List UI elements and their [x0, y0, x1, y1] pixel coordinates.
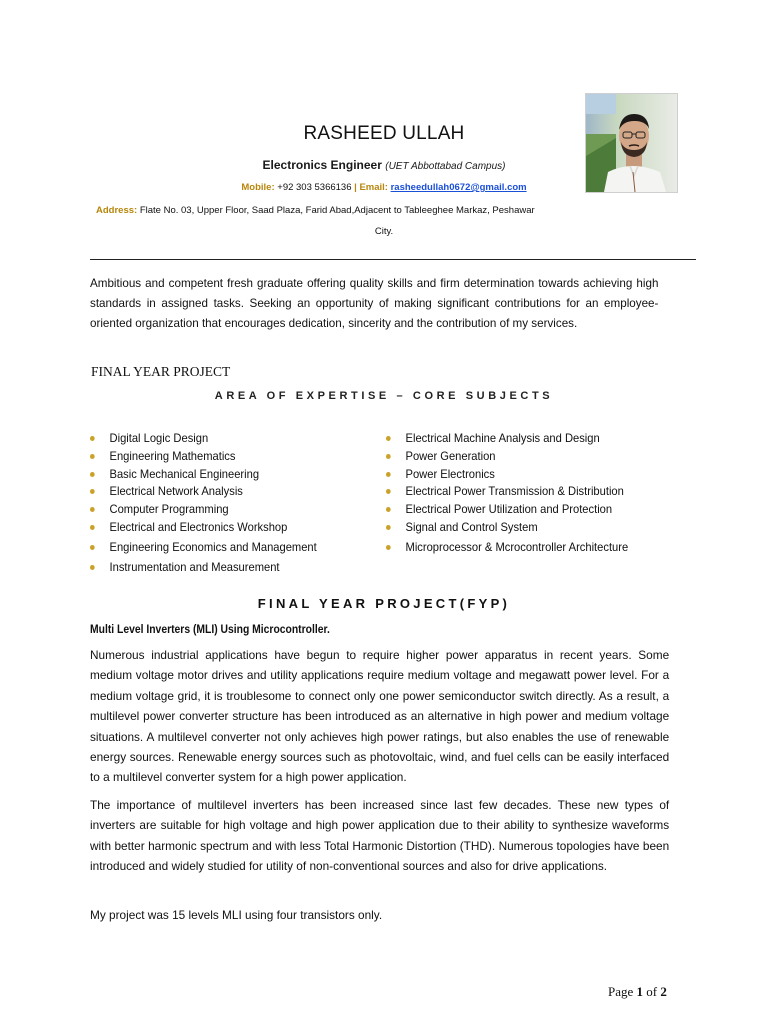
list-item: Signal and Control System [386, 519, 628, 537]
list-item: Power Generation [386, 448, 628, 466]
bullet-icon [90, 507, 95, 512]
bullet-icon [90, 565, 95, 570]
project-paragraph-3: My project was 15 levels MLI using four transistors only. [90, 908, 383, 922]
address-text: Flate No. 03, Upper Floor, Saad Plaza, Farid Abad,Adjacent to Tableeghee Markaz, Peshawar [139, 205, 535, 216]
list-item: Electrical Network Analysis [90, 483, 317, 501]
header-divider [90, 259, 696, 260]
skills-list-right [386, 430, 646, 557]
address-line [96, 205, 535, 216]
list-item: Engineering Mathematics [90, 448, 317, 466]
project-paragraph-1: Numerous industrial applications have begun to require higher power apparatus in recent years. Some medium voltage motor drives and utility applications require medium voltage and megawatt power level. For a medium voltage grid, it is troublesome to connect only one power semiconductor switch directly. As a result, a multilevel power converter structure has been introduced as an alternative in high power and medium voltage situations. A multilevel converter not only achieves high power ratings, but also enables the use of renewable energy sources. Renewable energy sources such as photovoltaic, wind, and fuel cells can be easily interfaced to a multilevel converter system for a high power application. [90, 648, 670, 785]
list-item: Electrical and Electronics Workshop [90, 519, 317, 537]
email-link[interactable]: rasheedullah0672@gmail.com [390, 182, 527, 193]
list-item: Electrical Power Transmission & Distribution [386, 483, 628, 501]
list-item: Instrumentation and Measurement [90, 559, 317, 577]
list-item: Microprocessor & Mcrocontroller Architecture [386, 539, 628, 557]
bullet-icon [90, 545, 95, 550]
page-number: Page 1 of 2 [608, 984, 667, 999]
project-name: Multi Level Inverters (MLI) Using Microcontroller. [90, 624, 330, 636]
summary-paragraph: Ambitious and competent fresh graduate offering quality skills and firm determination towards achieving high standards in assigned tasks. Seeking an opportunity of making significant contributions for an employee-oriented organization that encourages dedication, sincerity and the contribution of my services. [90, 276, 659, 330]
job-title: Electronics Engineer [262, 158, 382, 172]
bullet-icon [386, 472, 391, 477]
candidate-name: RASHEED ULLAH [303, 123, 465, 144]
bullet-icon [386, 507, 391, 512]
bullet-icon [90, 489, 95, 494]
list-item: Basic Mechanical Engineering [90, 466, 317, 484]
address-label: Address: [96, 205, 138, 216]
bullet-icon [386, 525, 391, 530]
bullet-icon [386, 436, 391, 441]
address-city: City. [374, 226, 394, 237]
list-item: Computer Programming [90, 501, 317, 519]
section-heading-final-year-project: FINAL YEAR PROJECT [91, 364, 231, 379]
section-heading-fyp: FINAL YEAR PROJECT(FYP) [257, 596, 511, 611]
bullet-icon [386, 545, 391, 550]
email-label: Email: [359, 182, 388, 193]
bullet-icon [90, 454, 95, 459]
bullet-icon [90, 436, 95, 441]
bullet-icon [386, 454, 391, 459]
contact-separator: | [354, 182, 357, 193]
list-item: Electrical Power Utilization and Protection [386, 501, 628, 519]
mobile-number: +92 303 5366136 [277, 182, 352, 193]
bullet-icon [386, 489, 391, 494]
list-item: Power Electronics [386, 466, 628, 484]
bullet-icon [90, 472, 95, 477]
mobile-label: Mobile: [241, 182, 275, 193]
bullet-icon [90, 525, 95, 530]
section-heading-expertise: AREA OF EXPERTISE – CORE SUBJECTS [214, 390, 554, 402]
job-title-campus: (UET Abbottabad Campus) [385, 161, 506, 172]
profile-photo [585, 93, 678, 193]
project-paragraph-2: The importance of multilevel inverters has been increased since last few decades. These new types of inverters are suitable for high voltage and high power application due to their ability to synthesize waveforms with better harmonic spectrum and with less Total Harmonic Distortion (THD). Numerous topologies have been introduced and widely studied for utility of non-conventional sources and also for drive applications. [90, 798, 670, 874]
list-item: Digital Logic Design [90, 430, 317, 448]
list-item: Electrical Machine Analysis and Design [386, 430, 628, 448]
list-item: Engineering Economics and Management [90, 539, 317, 557]
skills-list-left [90, 430, 334, 576]
